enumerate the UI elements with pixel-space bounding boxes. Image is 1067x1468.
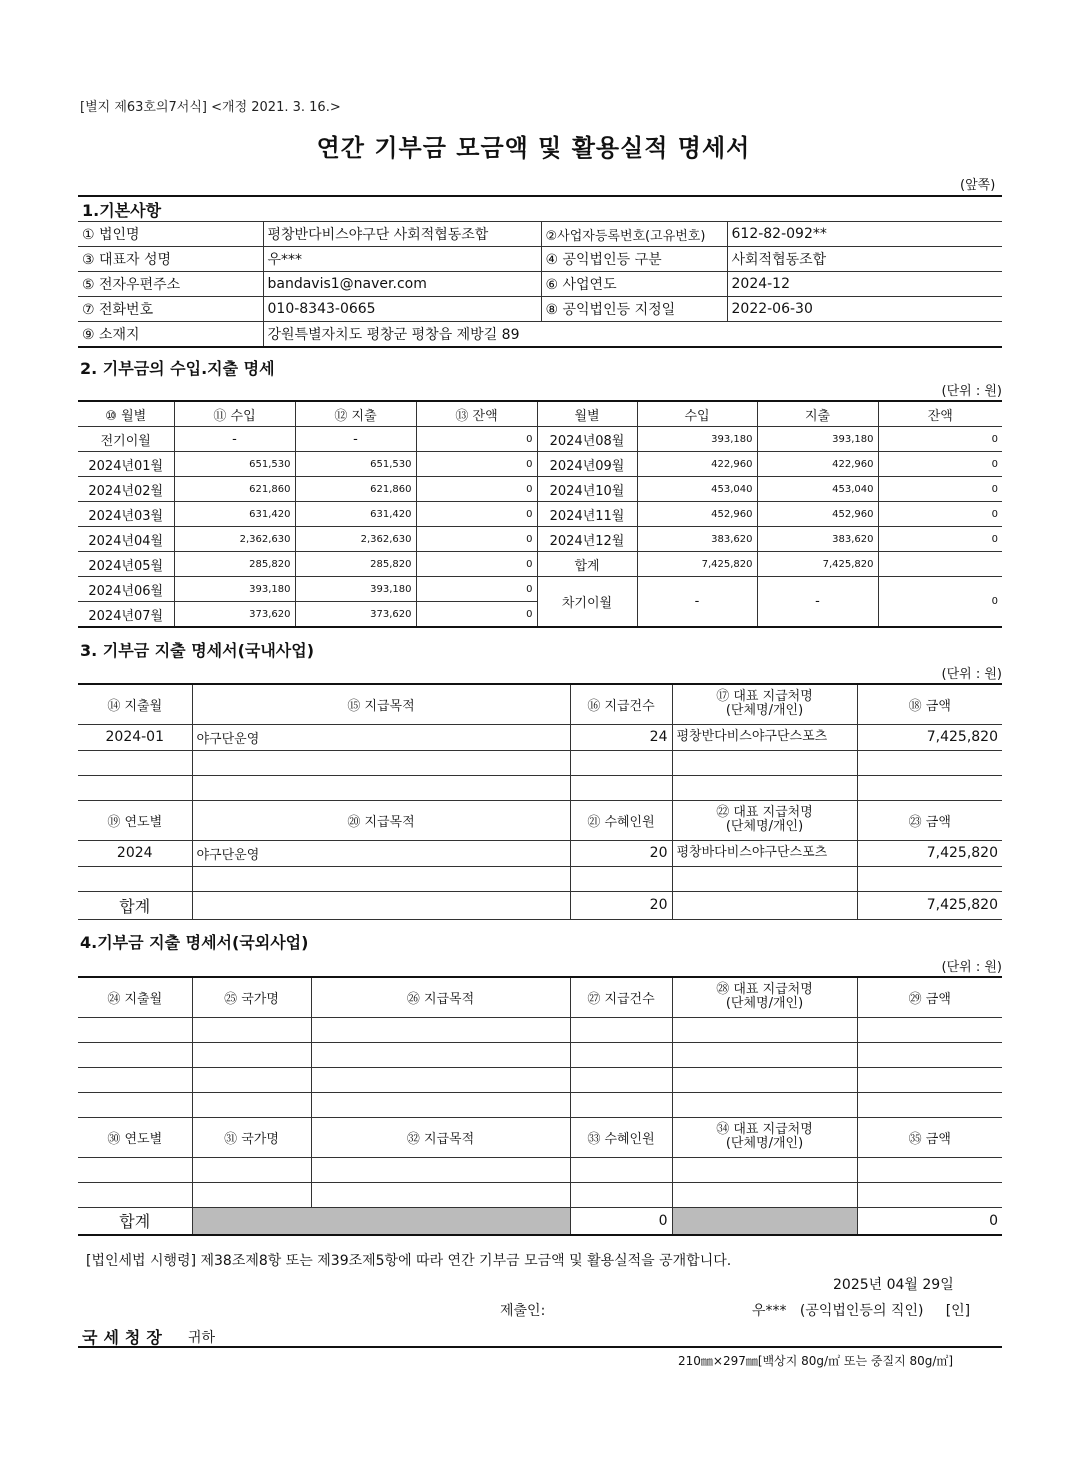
table-row: [78, 577, 1002, 602]
table-cell: 2024년08월: [537, 427, 637, 452]
table-cell: 2,362,630: [295, 527, 416, 552]
page-side-label: (앞쪽): [960, 178, 996, 193]
table-cell: ㉑ 수혜인원: [570, 800, 672, 840]
table-cell: 383,620: [637, 527, 757, 552]
table-cell: [570, 1067, 672, 1092]
table-cell: ㉝ 수혜인원: [570, 1117, 672, 1157]
total-row: [78, 891, 1002, 919]
table-cell: 0: [416, 552, 537, 577]
column-header: ⑬ 잔액: [416, 401, 537, 427]
table-cell: ⑱ 금액: [857, 684, 1002, 724]
table-cell: 합계: [78, 891, 192, 919]
table-cell: 2024년10월: [537, 477, 637, 502]
table-cell: 651,530: [174, 452, 295, 477]
table-cell: 7,425,820: [637, 552, 757, 577]
table-cell: [78, 775, 192, 800]
table-cell: 2024년03월: [78, 502, 174, 527]
table-cell: 393,180: [757, 427, 878, 452]
table-cell: ㉔ 지출월: [78, 977, 192, 1017]
table-cell: 0: [878, 477, 1002, 502]
table-row: [78, 1042, 1002, 1067]
table-cell: [672, 1042, 857, 1067]
table-cell: [78, 1092, 192, 1117]
representative-value: 우***: [263, 247, 541, 272]
table-cell: ⑰ 대표 지급처명: [716, 689, 813, 705]
total-row: [78, 1207, 1002, 1235]
table-cell: ⑮ 지급목적: [192, 684, 570, 724]
table-cell: 7,425,820: [857, 891, 1002, 919]
table-cell: 453,040: [757, 477, 878, 502]
table-cell: 2024년06월: [78, 577, 174, 602]
table-cell: [672, 775, 857, 800]
table-cell: 2024년11월: [537, 502, 637, 527]
submit-date: 2025년 04월 29일: [833, 1277, 954, 1293]
table-cell: ㉙ 금액: [857, 977, 1002, 1017]
table-cell: ⑳ 지급목적: [192, 800, 570, 840]
field-label: ⑨ 소재지: [78, 322, 263, 348]
table-cell: 2024년05월: [78, 552, 174, 577]
table-cell: 2024년04월: [78, 527, 174, 552]
table-cell: -: [637, 577, 757, 628]
table-cell: 631,420: [295, 502, 416, 527]
field-label: ⑧ 공익법인등 지정일: [541, 297, 727, 322]
table-row: [78, 750, 1002, 775]
divider: [78, 1346, 1002, 1348]
table-row: [78, 724, 1002, 750]
table-cell: 422,960: [637, 452, 757, 477]
table-cell: [78, 866, 192, 891]
table-cell: 평창바다비스야구단스포츠: [672, 840, 857, 866]
table-cell: 0: [857, 1207, 1002, 1235]
table-cell: ㉖ 지급목적: [311, 977, 570, 1017]
table-row: [78, 1067, 1002, 1092]
table-row: [78, 800, 1002, 840]
table-cell: 합계: [78, 1207, 192, 1235]
table-cell: ⑯ 지급건수: [570, 684, 672, 724]
section2-title: 2. 기부금의 수입.지출 명세: [80, 359, 275, 378]
table-cell: 422,960: [757, 452, 878, 477]
table-cell: [672, 1157, 857, 1182]
column-header: 잔액: [878, 401, 1002, 427]
table-cell: ㉓ 금액: [857, 800, 1002, 840]
table-cell: [672, 1207, 857, 1235]
overseas-expense-table: [78, 976, 1002, 1236]
field-label: ① 법인명: [78, 222, 263, 247]
table-cell: [78, 1182, 192, 1207]
column-header: 수입: [637, 401, 757, 427]
section1-title: 1.기본사항: [78, 196, 1002, 222]
section3-title: 3. 기부금 지출 명세서(국내사업): [80, 641, 315, 660]
recipient-suffix: 귀하: [188, 1330, 216, 1346]
legal-statement: [법인세법 시행령] 제38조제8항 또는 제39조제5항에 따라 연간 기부금 모금액 및 활용실적을 공개합니다.: [86, 1253, 732, 1269]
table-cell: [672, 750, 857, 775]
table-cell: 0: [878, 527, 1002, 552]
table-cell: [192, 775, 570, 800]
table-row: [78, 866, 1002, 891]
table-row: [78, 977, 1002, 1017]
table-cell: 393,180: [637, 427, 757, 452]
table-cell: 0: [416, 477, 537, 502]
table-cell: [78, 750, 192, 775]
table-cell: 0: [416, 452, 537, 477]
table-cell: 453,040: [637, 477, 757, 502]
table-cell: 621,860: [174, 477, 295, 502]
table-cell: [192, 1092, 311, 1117]
column-header: ⑪ 수입: [174, 401, 295, 427]
table-cell: [857, 1042, 1002, 1067]
table-cell: 7,425,820: [857, 724, 1002, 750]
table-row: [78, 1157, 1002, 1182]
table-cell: [78, 1157, 192, 1182]
table-row: [78, 222, 1002, 247]
table-cell: [311, 1017, 570, 1042]
table-row: [78, 1182, 1002, 1207]
table-cell: 2024년12월: [537, 527, 637, 552]
table-cell: 7,425,820: [857, 840, 1002, 866]
table-cell: [570, 1017, 672, 1042]
table-cell: [672, 1017, 857, 1042]
table-row: [78, 477, 1002, 502]
table-cell: [311, 1157, 570, 1182]
table-row: [78, 552, 1002, 577]
table-cell: ㉒ 대표 지급처명: [716, 805, 813, 820]
section2-unit: (단위 : 원): [941, 384, 1002, 399]
table-cell: 0: [416, 527, 537, 552]
table-cell: [192, 866, 570, 891]
table-row: [78, 401, 1002, 427]
field-label: ②사업자등록번호(고유번호): [541, 222, 727, 247]
column-header: ⑫ 지출: [295, 401, 416, 427]
table-row: [78, 196, 1002, 222]
table-row: [78, 527, 1002, 552]
table-cell: 20: [570, 891, 672, 919]
section4-unit: (단위 : 원): [941, 960, 1002, 975]
paper-spec: 210㎜×297㎜[백상지 80g/㎡ 또는 중질지 80g/㎡]: [678, 1354, 954, 1368]
table-cell: [570, 1092, 672, 1117]
table-cell: 0: [878, 452, 1002, 477]
table-cell: (단체명/개인): [725, 703, 804, 719]
submitter-value: 우*** (공익법인등의 직인) [인]: [752, 1303, 971, 1319]
domestic-expense-table: [78, 683, 1002, 920]
table-cell: ㉘ 대표 지급처명: [716, 982, 813, 998]
phone-value: 010-8343-0665: [263, 297, 541, 322]
submitter-label: 제출인:: [500, 1303, 546, 1319]
table-cell: 452,960: [757, 502, 878, 527]
table-cell: ㉛ 국가명: [192, 1117, 311, 1157]
table-cell: 393,180: [295, 577, 416, 602]
table-cell: 2024년01월: [78, 452, 174, 477]
field-label: ⑦ 전화번호: [78, 297, 263, 322]
designation-date-value: 2022-06-30: [727, 297, 1002, 322]
table-cell: [78, 1067, 192, 1092]
table-cell: 야구단운영: [192, 840, 570, 866]
income-expense-table: [78, 400, 1002, 628]
table-cell: 373,620: [174, 602, 295, 628]
table-cell: ㉟ 금액: [857, 1117, 1002, 1157]
recipient: 국세청장: [82, 1328, 168, 1347]
table-cell: [192, 1182, 311, 1207]
table-cell: [192, 1067, 311, 1092]
table-cell: ㉕ 국가명: [192, 977, 311, 1017]
table-row: [78, 684, 1002, 724]
document-title: 연간 기부금 모금액 및 활용실적 명세서: [316, 134, 751, 162]
carry-forward-label: 차기이월: [537, 577, 637, 628]
email-value: bandavis1@naver.com: [263, 272, 541, 297]
basic-info-table: [78, 195, 1002, 348]
table-row: [78, 297, 1002, 322]
table-cell: -: [174, 427, 295, 452]
table-cell: -: [295, 427, 416, 452]
table-cell: [857, 1157, 1002, 1182]
table-cell: [672, 866, 857, 891]
table-cell: 평창반다비스야구단스포츠: [672, 724, 857, 750]
table-cell: [570, 1182, 672, 1207]
table-row: [78, 1117, 1002, 1157]
corp-name-value: 평창반다비스야구단 사회적협동조합: [263, 222, 541, 247]
table-cell: ⑭ 지출월: [78, 684, 192, 724]
table-cell: ㉗ 지급건수: [570, 977, 672, 1017]
table-cell: [672, 977, 857, 1017]
table-cell: 2024년09월: [537, 452, 637, 477]
table-row: [78, 272, 1002, 297]
table-row: [78, 775, 1002, 800]
table-row: [78, 322, 1002, 348]
table-cell: ⑲ 연도별: [78, 800, 192, 840]
table-cell: [857, 1067, 1002, 1092]
section3-unit: (단위 : 원): [941, 667, 1002, 682]
fiscal-year-value: 2024-12: [727, 272, 1002, 297]
table-cell: 285,820: [295, 552, 416, 577]
field-label: ⑥ 사업연도: [541, 272, 727, 297]
table-cell: ㉚ 연도별: [78, 1117, 192, 1157]
table-cell: 452,960: [637, 502, 757, 527]
table-cell: [570, 1157, 672, 1182]
table-cell: 0: [416, 502, 537, 527]
form-id: [별지 제63호의7서식] <개정 2021. 3. 16.>: [80, 100, 341, 115]
table-cell: [192, 750, 570, 775]
table-cell: 0: [416, 577, 537, 602]
table-cell: [192, 1042, 311, 1067]
address-value: 강원특별자치도 평창군 평창읍 제방길 89: [263, 322, 1002, 348]
table-cell: [672, 1117, 857, 1157]
table-row: [78, 247, 1002, 272]
table-cell: 2024년07월: [78, 602, 174, 628]
table-cell: 285,820: [174, 552, 295, 577]
table-cell: 24: [570, 724, 672, 750]
table-cell: [857, 1092, 1002, 1117]
table-cell: [857, 750, 1002, 775]
table-cell: [311, 1042, 570, 1067]
table-cell: [570, 775, 672, 800]
column-header: ⑩ 월별: [78, 401, 174, 427]
table-cell: [672, 1182, 857, 1207]
table-cell: [672, 891, 857, 919]
column-header: 지출: [757, 401, 878, 427]
table-cell: 전기이월: [78, 427, 174, 452]
table-cell: 0: [416, 427, 537, 452]
table-cell: 2024년02월: [78, 477, 174, 502]
table-cell: [570, 1042, 672, 1067]
field-label: ⑤ 전자우편주소: [78, 272, 263, 297]
table-cell: 2024: [78, 840, 192, 866]
table-row: [78, 502, 1002, 527]
table-cell: 2,362,630: [174, 527, 295, 552]
table-cell: [570, 750, 672, 775]
table-cell: [570, 866, 672, 891]
table-cell: 0: [878, 427, 1002, 452]
table-cell: 373,620: [295, 602, 416, 628]
table-cell: [857, 1017, 1002, 1042]
table-cell: 631,420: [174, 502, 295, 527]
table-cell: [857, 1182, 1002, 1207]
table-cell: 651,530: [295, 452, 416, 477]
business-number-value: 612-82-092**: [727, 222, 1002, 247]
table-cell: 2024-01: [78, 724, 192, 750]
table-row: [78, 840, 1002, 866]
table-cell: (단체명/개인): [725, 996, 804, 1012]
table-cell: [672, 800, 857, 840]
table-cell: [311, 1092, 570, 1117]
table-cell: -: [757, 577, 878, 628]
table-cell: 621,860: [295, 477, 416, 502]
table-cell: 0: [878, 502, 1002, 527]
table-cell: [857, 866, 1002, 891]
table-cell: [192, 1017, 311, 1042]
table-cell: [78, 1042, 192, 1067]
table-cell: 0: [570, 1207, 672, 1235]
table-cell: (단체명/개인): [725, 1136, 804, 1151]
corp-type-value: 사회적협동조합: [727, 247, 1002, 272]
table-cell: 합계: [537, 552, 637, 577]
table-cell: ㉞ 대표 지급처명: [716, 1122, 813, 1137]
table-cell: [878, 552, 1002, 577]
table-cell: [78, 1017, 192, 1042]
column-header: 월별: [537, 401, 637, 427]
table-cell: [311, 1067, 570, 1092]
table-cell: 393,180: [174, 577, 295, 602]
table-cell: 383,620: [757, 527, 878, 552]
table-cell: [192, 1207, 570, 1235]
table-cell: 7,425,820: [757, 552, 878, 577]
table-cell: [857, 775, 1002, 800]
table-cell: [192, 891, 570, 919]
field-label: ③ 대표자 성명: [78, 247, 263, 272]
table-row: [78, 452, 1002, 477]
table-cell: [672, 1067, 857, 1092]
table-cell: 야구단운영: [192, 724, 570, 750]
table-cell: [192, 1157, 311, 1182]
table-cell: (단체명/개인): [725, 819, 804, 834]
table-cell: [311, 1182, 570, 1207]
table-row: [78, 1017, 1002, 1042]
field-label: ④ 공익법인등 구분: [541, 247, 727, 272]
table-row: [78, 1092, 1002, 1117]
table-cell: 0: [878, 577, 1002, 628]
table-cell: 20: [570, 840, 672, 866]
table-cell: 0: [416, 602, 537, 628]
table-cell: [672, 684, 857, 724]
section4-title: 4.기부금 지출 명세서(국외사업): [80, 933, 309, 952]
table-cell: [672, 1092, 857, 1117]
table-cell: ㉜ 지급목적: [311, 1117, 570, 1157]
table-row: [78, 427, 1002, 452]
